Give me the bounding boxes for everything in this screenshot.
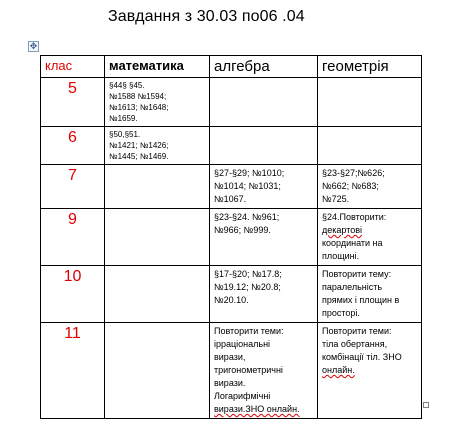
header-algebra: алгебра [210, 56, 318, 78]
geometry-line: координати на [322, 238, 383, 248]
geometry-line: Повторити теми: [322, 326, 392, 336]
algebra-line: Логарифмічні [214, 391, 271, 401]
math-line: §44§ §45. [109, 81, 145, 90]
algebra-line: §27-§29; №1010; [214, 168, 285, 178]
geometry-line: онлайн. [322, 365, 355, 375]
table-row [41, 209, 422, 266]
class-cell: 10 [41, 266, 105, 323]
algebra-line: №20.10. [214, 295, 249, 305]
algebra-cell [210, 78, 318, 127]
algebra-cell [210, 165, 318, 209]
algebra-line: вирази, [214, 352, 246, 362]
geometry-line: §23-§27;№626; [322, 168, 385, 178]
geometry-line: прямих і площин в [322, 295, 400, 305]
class-cell: 5 [41, 78, 105, 127]
math-line: №1659. [109, 114, 138, 123]
table-header-row [41, 56, 422, 78]
table-resize-handle[interactable] [423, 402, 429, 408]
geometry-line: §24.Повторити: [322, 212, 387, 222]
algebra-line: №966; №999. [214, 225, 271, 235]
math-cell [105, 78, 210, 127]
algebra-cell [210, 127, 318, 165]
geometry-line: №725. [322, 194, 350, 204]
geometry-cell [318, 78, 422, 127]
algebra-line: №19.12; №20.8; [214, 282, 281, 292]
geometry-line: Повторити тему: [322, 269, 392, 279]
class-cell: 7 [41, 165, 105, 209]
table-row [41, 165, 422, 209]
algebra-line: вирази.ЗНО онлайн. [214, 404, 300, 414]
math-cell [105, 209, 210, 266]
algebra-line: ірраціональні [214, 339, 271, 349]
algebra-cell [210, 323, 318, 419]
algebra-cell [210, 209, 318, 266]
math-line: №1613; №1648; [109, 103, 169, 112]
geometry-line: площині. [322, 251, 360, 261]
geometry-cell [318, 127, 422, 165]
algebra-line: §17-§20; №17.8; [214, 269, 282, 279]
math-line: №1588 №1594; [109, 92, 167, 101]
math-line: №1445; №1469. [109, 152, 169, 161]
geometry-cell [318, 165, 422, 209]
geometry-line: просторі. [322, 308, 360, 318]
document-title: Завдання з 30.03 по06 .04 [108, 8, 305, 25]
class-cell: 9 [41, 209, 105, 266]
class-cell: 11 [41, 323, 105, 419]
algebra-line: №1014; №1031; [214, 181, 281, 191]
math-cell [105, 266, 210, 323]
geometry-line: комбінації тіл. ЗНО [322, 352, 402, 362]
algebra-line: вирази. [214, 378, 246, 388]
homework-table [40, 55, 422, 419]
math-cell [105, 127, 210, 165]
algebra-line: Повторити теми: [214, 326, 284, 336]
algebra-line: №1067. [214, 194, 247, 204]
header-class: клас [41, 56, 105, 78]
geometry-cell [318, 323, 422, 419]
class-cell: 6 [41, 127, 105, 165]
geometry-line: тіла обертання, [322, 339, 388, 349]
math-line: §50,§51. [109, 130, 141, 139]
geometry-cell [318, 266, 422, 323]
geometry-line: №662; №683; [322, 181, 379, 191]
table-move-handle-icon[interactable]: ✥ [29, 41, 38, 51]
algebra-line: §23-§24. №961; [214, 212, 280, 222]
table-row [41, 127, 422, 165]
math-cell [105, 165, 210, 209]
geometry-line: паралельність [322, 282, 383, 292]
geometry-cell [318, 209, 422, 266]
algebra-line: тригонометричні [214, 365, 283, 375]
header-math: математика [105, 56, 210, 78]
table-row [41, 323, 422, 419]
math-cell [105, 323, 210, 419]
algebra-cell [210, 266, 318, 323]
table-row [41, 78, 422, 127]
table-row [41, 266, 422, 323]
math-line: №1421; №1426; [109, 141, 169, 150]
header-geometry: геометрія [318, 56, 422, 78]
geometry-line: декартові [322, 225, 363, 235]
